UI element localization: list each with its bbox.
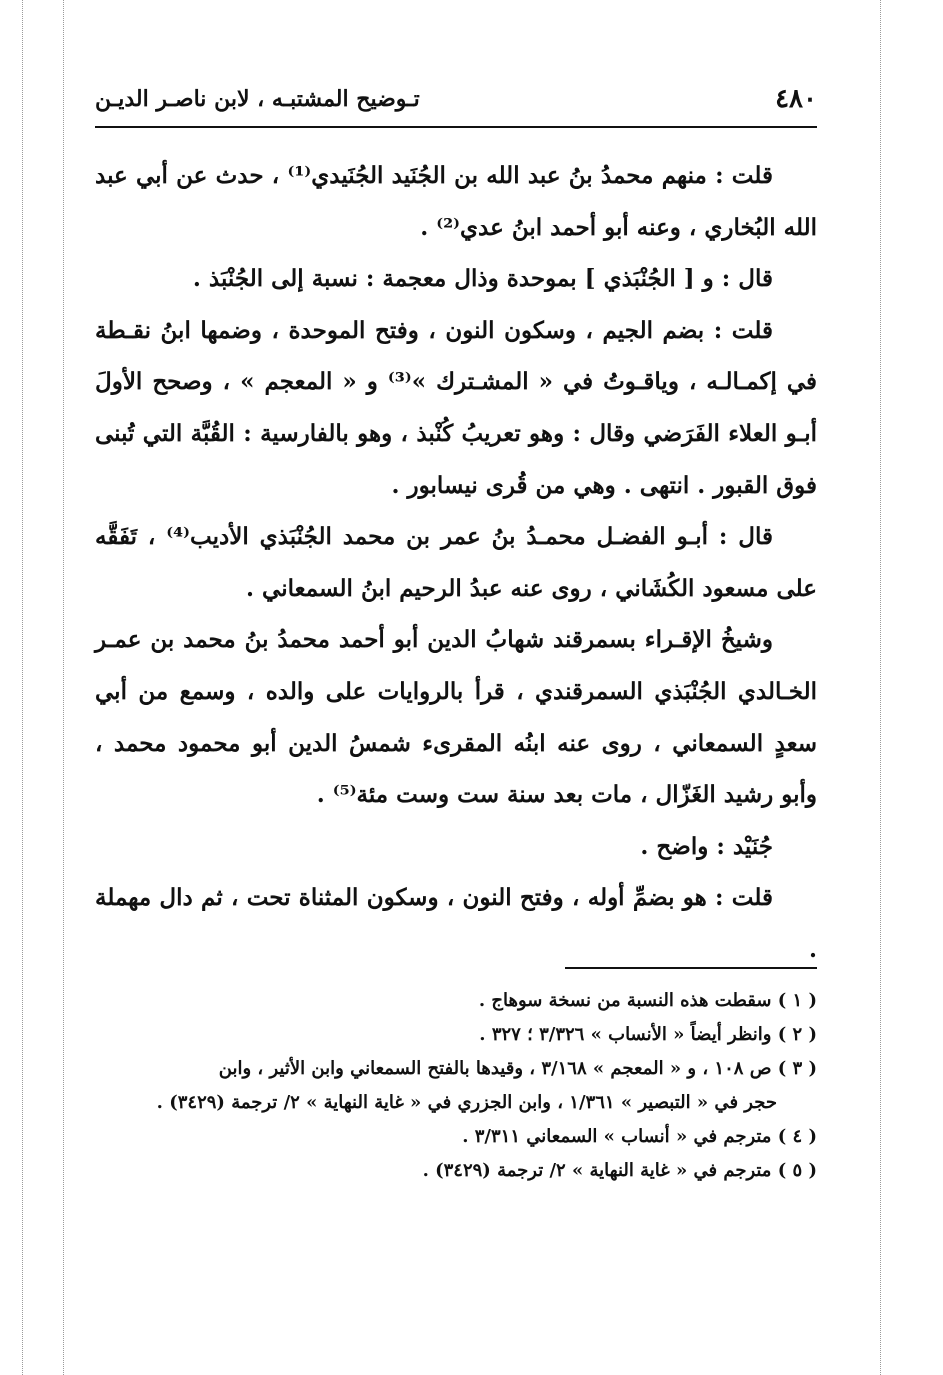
footnote-number: ( ٥ ) <box>777 1160 817 1181</box>
footnote-number: ( ٤ ) <box>777 1126 817 1147</box>
footnote-number: ( ١ ) <box>777 990 817 1011</box>
paragraph: قلت : هو بضمِّ أوله ، وفتح النون ، وسكون المثناة تحت ، ثم دال مهملة . <box>95 884 817 963</box>
paragraph: قال : أبـو الفضـل محمـدُ بنُ عمر بن محمد الجُنْبَذي الأديب⁽⁴⁾ ، تَفَقَّه على مسعود الكُشَاني ، روى عنه عبدُ الرحيم ابنُ السمعاني . <box>95 523 817 602</box>
footnote-text: ص ١٠٨ ، و « المعجم » ٣/١٦٨ ، وقيدها بالفتح السمعاني وابن الأثير ، وابن <box>218 1058 772 1079</box>
entry-heading: جُنَيْد : واضح . <box>640 832 773 860</box>
footnote <box>95 1018 817 1052</box>
page-header <box>95 82 817 124</box>
main-text <box>95 150 817 976</box>
running-title: تـوضيح المشتبـه ، لابن ناصـر الديـن <box>95 86 420 112</box>
paragraph: قال : و [ الجُنْبَذي ] بموحدة وذال معجمة : نسبة إلى الجُنْبَذ . <box>192 265 773 293</box>
footnote-text: سقطت هذه النسبة من نسخة سوهاج . <box>478 990 772 1011</box>
scan-artifact-line <box>880 0 881 1375</box>
footnote-rule <box>565 967 817 969</box>
paragraph: قلت : منهم محمدُ بنُ عبد الله بن الجُنَيد الجُنَيدي⁽¹⁾ ، حدث عن أبي عبد الله البُخاري ، وعنه أبو أحمد ابنُ عدي⁽²⁾ . <box>95 162 817 241</box>
footnotes <box>95 984 817 1188</box>
footnote <box>95 1120 817 1154</box>
footnote-continuation: حجر في « التبصير » ١/٣٦١ ، وابن الجزري في « غاية النهاية » ٢/ ترجمة (٣٤٢٩) . <box>156 1092 777 1113</box>
footnote <box>95 1154 817 1188</box>
footnote-number: ( ٢ ) <box>777 1024 817 1045</box>
footnote-text: مترجم في « غاية النهاية » ٢/ ترجمة (٣٤٢٩) . <box>422 1160 772 1181</box>
page-number: ٤٨٠ <box>775 84 817 114</box>
paragraph: وشيخُ الإقـراء بسمرقند شهابُ الدين أبو أحمد محمدُ بنُ محمد بن عمـر الخـالدي الجُنْبَذي السمرقندي ، قرأ بالروايات على والده ، وسمع من أبي سعدٍ السمعاني ، روى عنه ابنُه المقرىء شمسُ الدين أبو محمود محمد ، وأبو رشيد الغَزّال ، مات بعد سنة ست وست مئة⁽⁵⁾ . <box>95 626 817 809</box>
footnote-text: مترجم في « أنساب » السمعاني ٣/٣١١ . <box>462 1126 772 1147</box>
paragraph: قلت : بضم الجيم ، وسكون النون ، وفتح الموحدة ، وضمها ابنُ نقـطة في إكمـالـه ، وياقـوتُ في « المشـترك »⁽³⁾ و « المعجم » ، وصحح الأولَ أبـو العلاء الفَرَضي وقال : وهو تعريبُ كُنْبذ ، وهو بالفارسية : القُبَّة التي تُبنى فوق القبور . انتهى . وهي من قُرى نيسابور . <box>95 316 817 499</box>
scan-artifact-line <box>22 0 23 1375</box>
footnote-text: وانظر أيضاً « الأنساب » ٣/٣٢٦ ؛ ٣٢٧ . <box>479 1024 772 1045</box>
footnote <box>95 984 817 1018</box>
footnote <box>95 1052 817 1086</box>
header-rule <box>95 126 817 128</box>
scan-artifact-line <box>63 0 64 1375</box>
footnote-number: ( ٣ ) <box>777 1058 817 1079</box>
